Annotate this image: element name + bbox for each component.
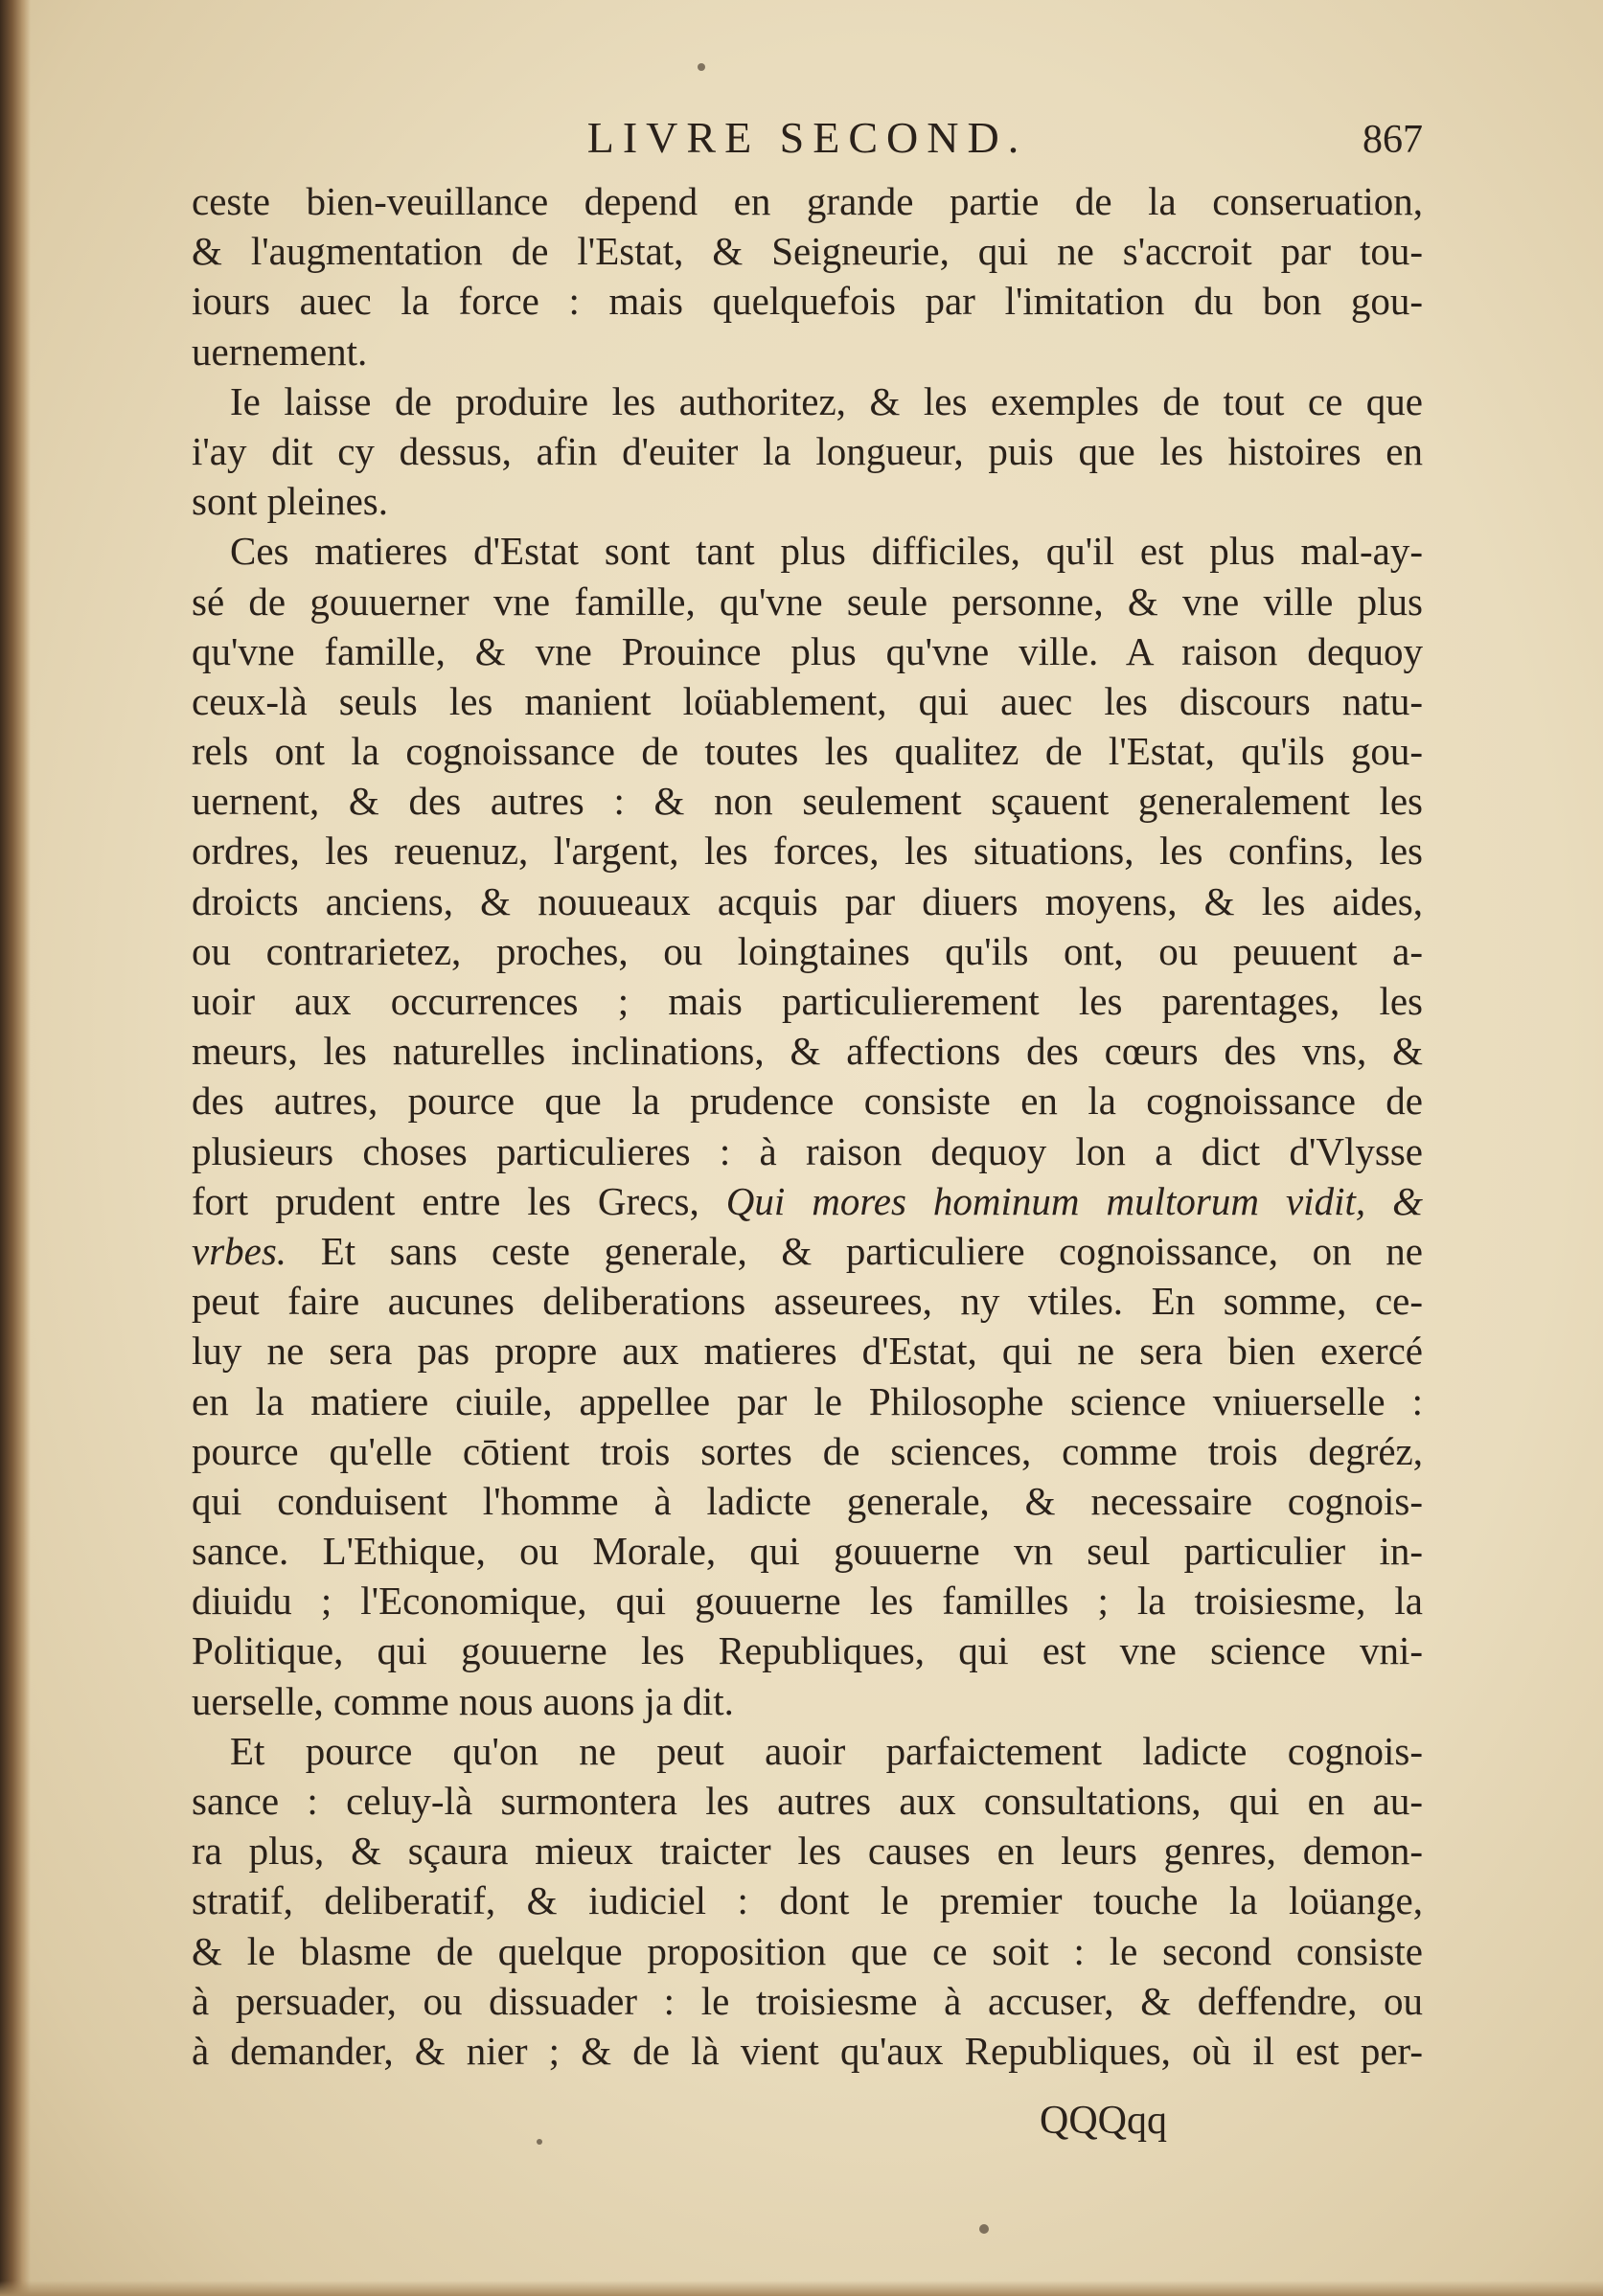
text-line: ceux-là seuls les manient loüablement, qui auec les discours natu- — [192, 678, 1423, 723]
text-segment: fort prudent entre les Grecs, — [192, 1178, 726, 1223]
text-line: uerselle, comme nous auons ja dit. — [192, 1678, 734, 1723]
text-line: Politique, qui gouuerne les Republiques, qui est vne science vni- — [192, 1628, 1423, 1673]
text-segment: Et sans ceste generale, & particuliere cognoissance, on ne — [286, 1228, 1423, 1273]
page-header — [192, 107, 1423, 184]
text-line: en la matiere ciuile, appellee par le Philosophe science vniuerselle : — [192, 1378, 1423, 1423]
text-line — [192, 1176, 1423, 1226]
ink-speck — [698, 63, 705, 71]
text-line: uernement. — [192, 329, 368, 374]
text-line: des autres, pource que la prudence consiste en la cognoissance de — [192, 1079, 1423, 1124]
text-line: qu'vne famille, & vne Prouince plus qu'vne ville. A raison dequoy — [192, 628, 1423, 673]
text-block — [192, 107, 1423, 2076]
running-head: LIVRE SECOND. — [586, 113, 1028, 162]
text-line: meurs, les naturelles inclinations, & affections des cœurs des vns, & — [192, 1029, 1423, 1074]
page-binding-edge — [0, 0, 31, 2296]
page-number: 867 — [1363, 118, 1423, 162]
text-line: luy ne sera pas propre aux matieres d'Estat, qui ne sera bien exercé — [192, 1329, 1423, 1374]
text-line: & l'augmentation de l'Estat, & Seigneurie, qui ne s'accroit par tou- — [192, 229, 1423, 274]
text-line: ceste bien-veuillance depend en grande partie de la conseruation, — [192, 179, 1423, 223]
page-bottom-edge — [0, 2281, 1603, 2296]
text-line: Et pource qu'on ne peut auoir parfaictement ladicte cognois- — [230, 1728, 1423, 1773]
text-line: ou contrarietez, proches, ou loingtaines qu'ils ont, ou peuuent a- — [192, 928, 1423, 973]
text-line — [192, 1226, 1423, 1276]
text-line: à persuader, ou dissuader : le troisiesme à accuser, & deffendre, ou — [192, 1978, 1423, 2023]
catchword-signature: QQQqq — [1040, 2099, 1167, 2143]
text-line: sance : celuy-là surmontera les autres aux consultations, qui en au- — [192, 1779, 1423, 1823]
text-line: droicts anciens, & nouueaux acquis par diuers moyens, & les aides, — [192, 878, 1423, 923]
text-line: pource qu'elle cōtient trois sortes de sciences, comme trois degréz, — [192, 1428, 1423, 1473]
text-line: stratif, deliberatif, & iudiciel : dont le premier touche la loüange, — [192, 1878, 1423, 1923]
text-line: qui conduisent l'homme à ladicte generale, & necessaire cognois- — [192, 1478, 1423, 1523]
text-line: rels ont la cognoissance de toutes les qualitez de l'Estat, qu'ils gou- — [192, 729, 1423, 774]
text-line: & le blasme de quelque proposition que ce soit : le second consiste — [192, 1928, 1423, 1973]
text-line: à demander, & nier ; & de là vient qu'aux Republiques, où il est per- — [192, 2028, 1423, 2073]
text-line: uernent, & des autres : & non seulement sçauent generalement les — [192, 779, 1423, 824]
body-text — [192, 176, 1423, 2076]
text-line: Ces matieres d'Estat sont tant plus difficiles, qu'il est plus mal-ay- — [230, 529, 1423, 574]
text-line: sé de gouuerner vne famille, qu'vne seule personne, & vne ville plus — [192, 579, 1423, 624]
text-line: ordres, les reuenuz, l'argent, les forces, les situations, les confins, les — [192, 829, 1423, 874]
text-line: sont pleines. — [192, 479, 388, 524]
text-line: plusieurs choses particulieres : à raison dequoy lon a dict d'Vlysse — [192, 1128, 1423, 1173]
text-line: diuidu ; l'Economique, qui gouuerne les familles ; la troisiesme, la — [192, 1579, 1423, 1624]
latin-quotation-end: vrbes. — [192, 1228, 287, 1273]
ink-speck — [979, 2224, 989, 2234]
text-line: sance. L'Ethique, ou Morale, qui gouuerne vn seul particulier in- — [192, 1529, 1423, 1574]
text-line: iours auec la force : mais quelquefois par l'imitation du bon gou- — [192, 279, 1423, 324]
text-line: ra plus, & sçaura mieux traicter les causes en leurs genres, demon- — [192, 1829, 1423, 1874]
text-line: i'ay dit cy dessus, afin d'euiter la longueur, puis que les histoires en — [192, 428, 1423, 473]
text-line: peut faire aucunes deliberations asseurees, ny vtiles. En somme, ce- — [192, 1279, 1423, 1324]
text-line: uoir aux occurrences ; mais particulierement les parentages, les — [192, 979, 1423, 1023]
ink-speck — [537, 2139, 542, 2145]
text-line: Ie laisse de produire les authoritez, & les exemples de tout ce que — [230, 378, 1423, 423]
latin-quotation: Qui mores hominum multorum vidit, & — [725, 1178, 1423, 1223]
